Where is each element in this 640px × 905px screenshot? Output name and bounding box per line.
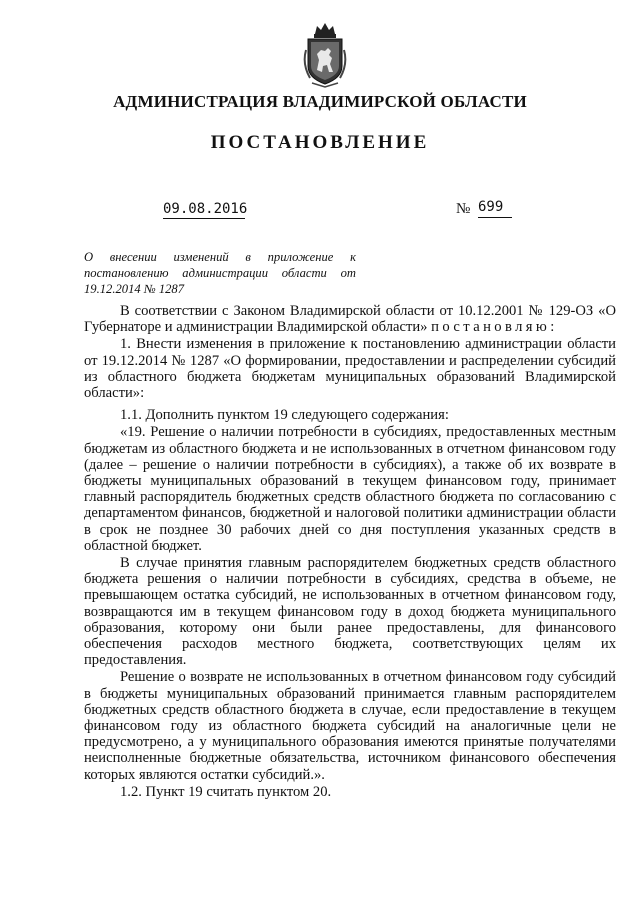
vladimir-oblast-coat-of-arms-icon bbox=[302, 20, 348, 88]
document-type-title: ПОСТАНОВЛЕНИЕ bbox=[210, 132, 430, 153]
organization-title: АДМИНИСТРАЦИЯ ВЛАДИМИРСКОЙ ОБЛАСТИ bbox=[113, 92, 527, 111]
point-19-paragraph-3: Решение о возврате не использованных в отчетном финансовом году субсидий в бюджеты муниципальных образований принимается главным распорядителем бюджетных средств областного бюджета в случае, если предоставление в текущем финансовом году из областного бюджета субсидий на аналогичные цели не предусмотрено, а у муниципального образования имеются принятые получателями неисполненные бюджетные обязательства, источником финансового обеспечения которых являются остатки субсидий.». bbox=[84, 669, 616, 783]
point-19-paragraph-2: В случае принятия главным распорядителем бюджетных средств областного бюджета решения о наличии потребности в субсидиях, средства в объеме, не превышающем остатка субсидий, не использованных в отчетном финансовом году, возвращаются им в текущем финансовом году в доход бюджета муниципального образования, которому они были ранее предоставлены, для финансового обеспечения расходов местного бюджета, соответствующих целям их предоставления. bbox=[84, 555, 616, 669]
item-1-1: 1.1. Дополнить пунктом 19 следующего содержания: bbox=[120, 407, 449, 424]
document-subject: О внесении изменений в приложение к постановлению администрации области от 19.12.2014 № 1287 bbox=[84, 250, 356, 296]
preamble-text: В соответствии с Законом Владимирской области от 10.12.2001 № 129-ОЗ «О Губернаторе и администрации Владимирской области» bbox=[84, 303, 616, 336]
preamble-paragraph bbox=[84, 303, 616, 335]
point-19-paragraph-1: «19. Решение о наличии потребности в субсидиях, предоставленных местным бюджетам из областного бюджета и не использованных в отчетном финансовом году (далее – решение о наличии потребности в субсидиях), а также об их возврате в бюджеты муниципальных образований в текущем финансовом году, принимает главный распорядитель бюджетных средств областного бюджета по согласованию с департаментом финансов, бюджетной и налоговой политики администрации области в срок не позднее 30 рабочих дней со дня поступления указанных средств в областной бюджет. bbox=[84, 424, 616, 554]
item-1-2: 1.2. Пункт 19 считать пунктом 20. bbox=[120, 783, 332, 800]
document-body bbox=[84, 303, 616, 801]
item-1: 1. Внести изменения в приложение к постановлению администрации области от 19.12.2014 № 1287 «О формировании, предоставлении и распределении субсидий из областного бюджета бюджетам муниципальных образований Владимирской области»: bbox=[84, 336, 616, 402]
document-date: 09.08.2016 bbox=[163, 201, 248, 217]
preamble-verb: постановляю: bbox=[431, 319, 558, 336]
document-number: 699 bbox=[478, 199, 512, 218]
document-number-label: № bbox=[456, 201, 471, 217]
